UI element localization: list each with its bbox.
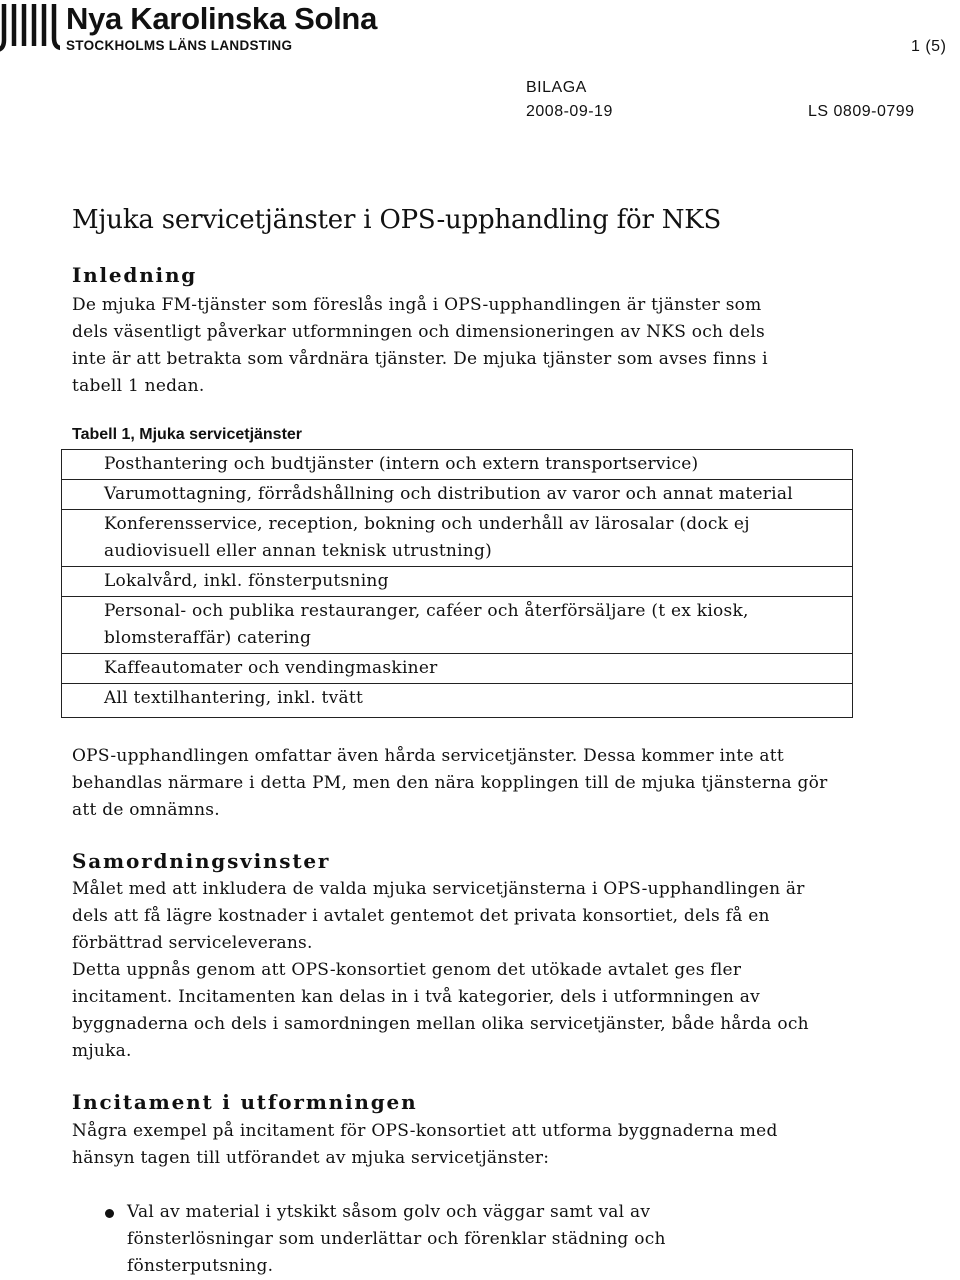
hard-services-paragraph: OPS-upphandlingen omfattar även hårda servicetjänster. Dessa kommer inte att behandlas närmare i detta PM, men den nära kopplingen till de mjuka tjänsterna gör att de omnämns. bbox=[72, 746, 828, 820]
samordningsvinster-paragraph-2: Detta uppnås genom att OPS-konsortiet genom det utökade avtalet ges fler incitament. Incitamenten kan delas in i två kategorier, dels i utformningen av byggnaderna och dels i samordningen mellan olika servicetjänster, både hårda och mjuka. bbox=[72, 960, 809, 1061]
section-heading-incitament: Incitament i utformningen bbox=[72, 1090, 418, 1114]
logo-title: Nya Karolinska Solna bbox=[66, 1, 378, 36]
table-caption: Tabell 1, Mjuka servicetjänster bbox=[72, 426, 303, 443]
logo-mark-icon bbox=[0, 2, 60, 52]
table-cell: Kaffeautomater och vendingmaskiner bbox=[62, 654, 853, 684]
table-cell: Varumottagning, förrådshållning och distribution av varor och annat material bbox=[62, 480, 853, 510]
document-date: 2008-09-19 bbox=[526, 103, 613, 120]
attachment-label: BILAGA bbox=[526, 79, 587, 96]
list-item-text: Val av material i ytskikt såsom golv och väggar samt val av fönsterlösningar som underlättar och förenklar städning och fönsterputsning. bbox=[127, 1202, 666, 1276]
table-row bbox=[62, 450, 853, 480]
table-row bbox=[62, 654, 853, 684]
services-table bbox=[61, 449, 853, 718]
logo-subtitle: STOCKHOLMS LÄNS LANDSTING bbox=[66, 38, 293, 53]
table-cell: Personal- och publika restauranger, caféer och återförsäljare (t ex kiosk, blomsteraffär) catering bbox=[62, 597, 853, 654]
reference-number: LS 0809-0799 bbox=[808, 103, 915, 120]
table-row bbox=[62, 567, 853, 597]
table-cell: Konferensservice, reception, bokning och underhåll av lärosalar (dock ej audiovisuell eller annan teknisk utrustning) bbox=[62, 510, 853, 567]
table-row bbox=[62, 510, 853, 567]
organization-logo bbox=[0, 0, 380, 58]
table-row bbox=[62, 684, 853, 718]
section-heading-samordningsvinster: Samordningsvinster bbox=[72, 849, 331, 873]
inledning-paragraph: De mjuka FM-tjänster som föreslås ingå i OPS-upphandlingen är tjänster som dels väsentligt påverkar utformningen och dimensioneringen av NKS och dels inte är att betrakta som vårdnära tjänster. De mjuka tjänster som avses finns i tabell 1 nedan. bbox=[72, 295, 768, 396]
table-row bbox=[62, 597, 853, 654]
incitament-bullet-list bbox=[105, 1199, 745, 1280]
list-item bbox=[105, 1199, 745, 1280]
table-cell: Posthantering och budtjänster (intern och extern transportservice) bbox=[62, 450, 853, 480]
incitament-paragraph: Några exempel på incitament för OPS-konsortiet att utforma byggnaderna med hänsyn tagen till utförandet av mjuka servicetjänster: bbox=[72, 1121, 778, 1168]
document-title: Mjuka servicetjänster i OPS-upphandling för NKS bbox=[72, 205, 722, 235]
page-number: 1 (5) bbox=[911, 38, 947, 55]
table-cell: Lokalvård, inkl. fönsterputsning bbox=[62, 567, 853, 597]
table-row bbox=[62, 480, 853, 510]
table-cell: All textilhantering, inkl. tvätt bbox=[62, 684, 853, 718]
samordningsvinster-paragraph-1: Målet med att inkludera de valda mjuka servicetjänsterna i OPS-upphandlingen är dels att få lägre kostnader i avtalet gentemot det privata konsortiet, dels få en förbättrad serviceleverans. bbox=[72, 879, 805, 953]
bullet-icon bbox=[105, 1209, 114, 1218]
section-heading-inledning: Inledning bbox=[72, 263, 198, 287]
